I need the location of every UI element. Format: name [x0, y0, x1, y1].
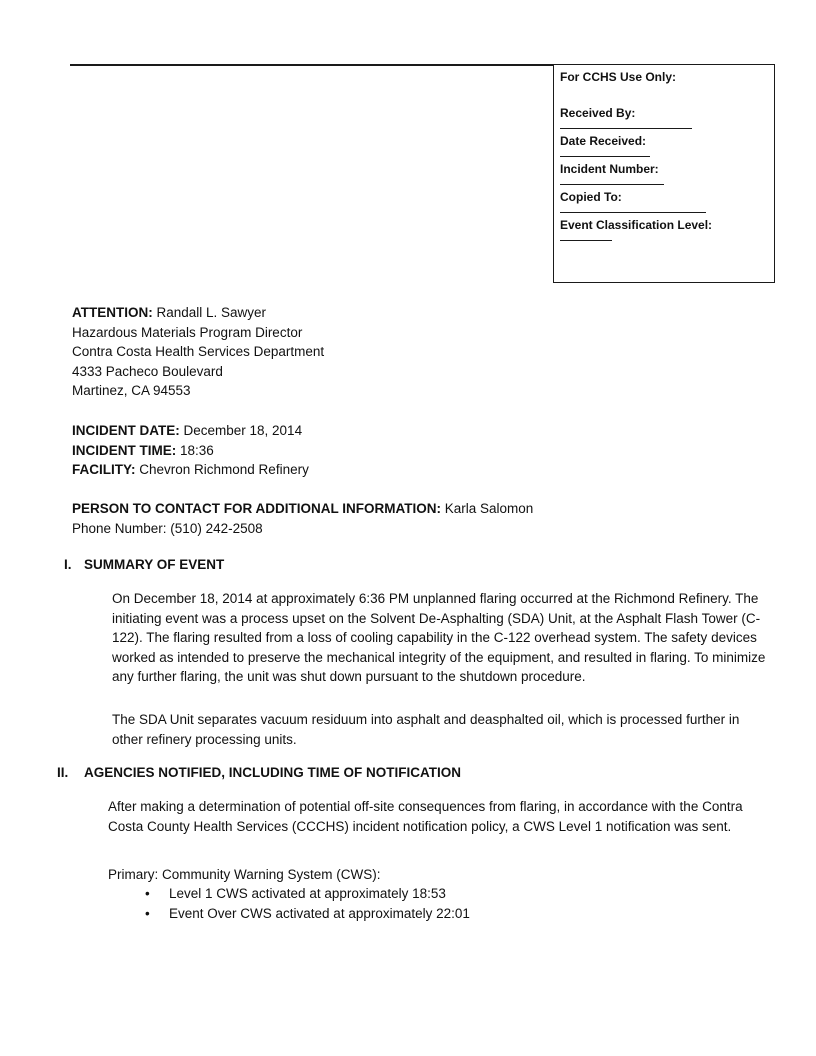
event-classification-line — [560, 240, 612, 241]
cchs-title: For CCHS Use Only: — [560, 70, 677, 84]
attention-line — [72, 303, 324, 323]
incident-time-line — [72, 441, 309, 461]
incident-date-line — [72, 421, 309, 441]
cchs-use-only-box — [553, 64, 775, 283]
section-1-heading — [64, 555, 224, 575]
date-received-line — [560, 156, 650, 157]
incident-block — [72, 421, 309, 480]
copied-to-line — [560, 212, 706, 213]
received-by-line — [560, 128, 692, 129]
incident-number-label: Incident Number: — [560, 162, 659, 176]
section-2-paragraph-1: After making a determination of potential off-site consequences from flaring, in accordance with the Contra Costa County Health Services (CCCHS) incident notification policy, a CWS Level 1 notification was sent. — [108, 799, 743, 834]
list-item — [145, 884, 470, 904]
bullet-icon: • — [145, 905, 150, 921]
attention-street: 4333 Pacheco Boulevard — [72, 363, 223, 379]
contact-phone: Phone Number: (510) 242-2508 — [72, 520, 263, 536]
section-2-title: AGENCIES NOTIFIED, INCLUDING TIME OF NOTIFICATION — [84, 765, 461, 780]
section-2-heading — [57, 763, 461, 783]
incident-date-label: INCIDENT DATE: — [72, 423, 180, 438]
attention-title: Hazardous Materials Program Director — [72, 324, 303, 340]
event-classification-label: Event Classification Level: — [560, 218, 713, 232]
attention-department: Contra Costa Health Services Department — [72, 344, 325, 359]
list-item — [145, 904, 470, 924]
received-by-label: Received By: — [560, 106, 636, 120]
copied-to-label: Copied To: — [560, 190, 622, 204]
section-1-paragraph-1: On December 18, 2014 at approximately 6:36 PM unplanned flaring occurred at the Richmond Refinery. The initiating event was a process upset on the Solvent De-Asphalting (SDA) Unit, at the Asphalt Flash Tower (C-122). The flaring resulted from a loss of cooling capability in the C-122 overhead system. The safety devices worked as intended to preserve the mechanical integrity of the equipment, and resulted in flaring. To minimize any further flaring, the unit was shut down pursuant to the shutdown procedure. — [112, 591, 766, 684]
header-rule — [70, 64, 554, 66]
facility-label: FACILITY: — [72, 462, 136, 477]
contact-line — [72, 499, 533, 519]
notification-list — [145, 884, 470, 923]
section-1-title: SUMMARY OF EVENT — [84, 557, 225, 572]
section-2-primary: Primary: Community Warning System (CWS): — [108, 867, 381, 882]
list-item-text: Event Over CWS activated at approximately 22:01 — [169, 905, 470, 921]
section-1-numeral: I. — [64, 557, 72, 572]
incident-number-line — [560, 184, 664, 185]
facility-line — [72, 460, 309, 480]
incident-time-value: 18:36 — [176, 442, 214, 458]
attention-label: ATTENTION: — [72, 305, 153, 320]
date-received-label: Date Received: — [560, 134, 647, 148]
bullet-icon: • — [145, 886, 150, 901]
attention-block — [72, 303, 324, 401]
contact-block — [72, 499, 533, 538]
attention-name: Randall L. Sawyer — [152, 305, 267, 320]
contact-label: PERSON TO CONTACT FOR ADDITIONAL INFORMATION: — [72, 501, 441, 516]
section-2-numeral: II. — [57, 765, 69, 780]
incident-date-value: December 18, 2014 — [179, 423, 303, 438]
incident-time-label: INCIDENT TIME: — [72, 442, 177, 458]
section-1-paragraph-2: The SDA Unit separates vacuum residuum into asphalt and deasphalted oil, which is processed further in other refinery processing units. — [112, 712, 740, 747]
contact-name: Karla Salomon — [440, 501, 534, 516]
list-item-text: Level 1 CWS activated at approximately 18:53 — [169, 886, 446, 901]
facility-value: Chevron Richmond Refinery — [135, 462, 309, 477]
attention-city: Martinez, CA 94553 — [72, 383, 191, 398]
